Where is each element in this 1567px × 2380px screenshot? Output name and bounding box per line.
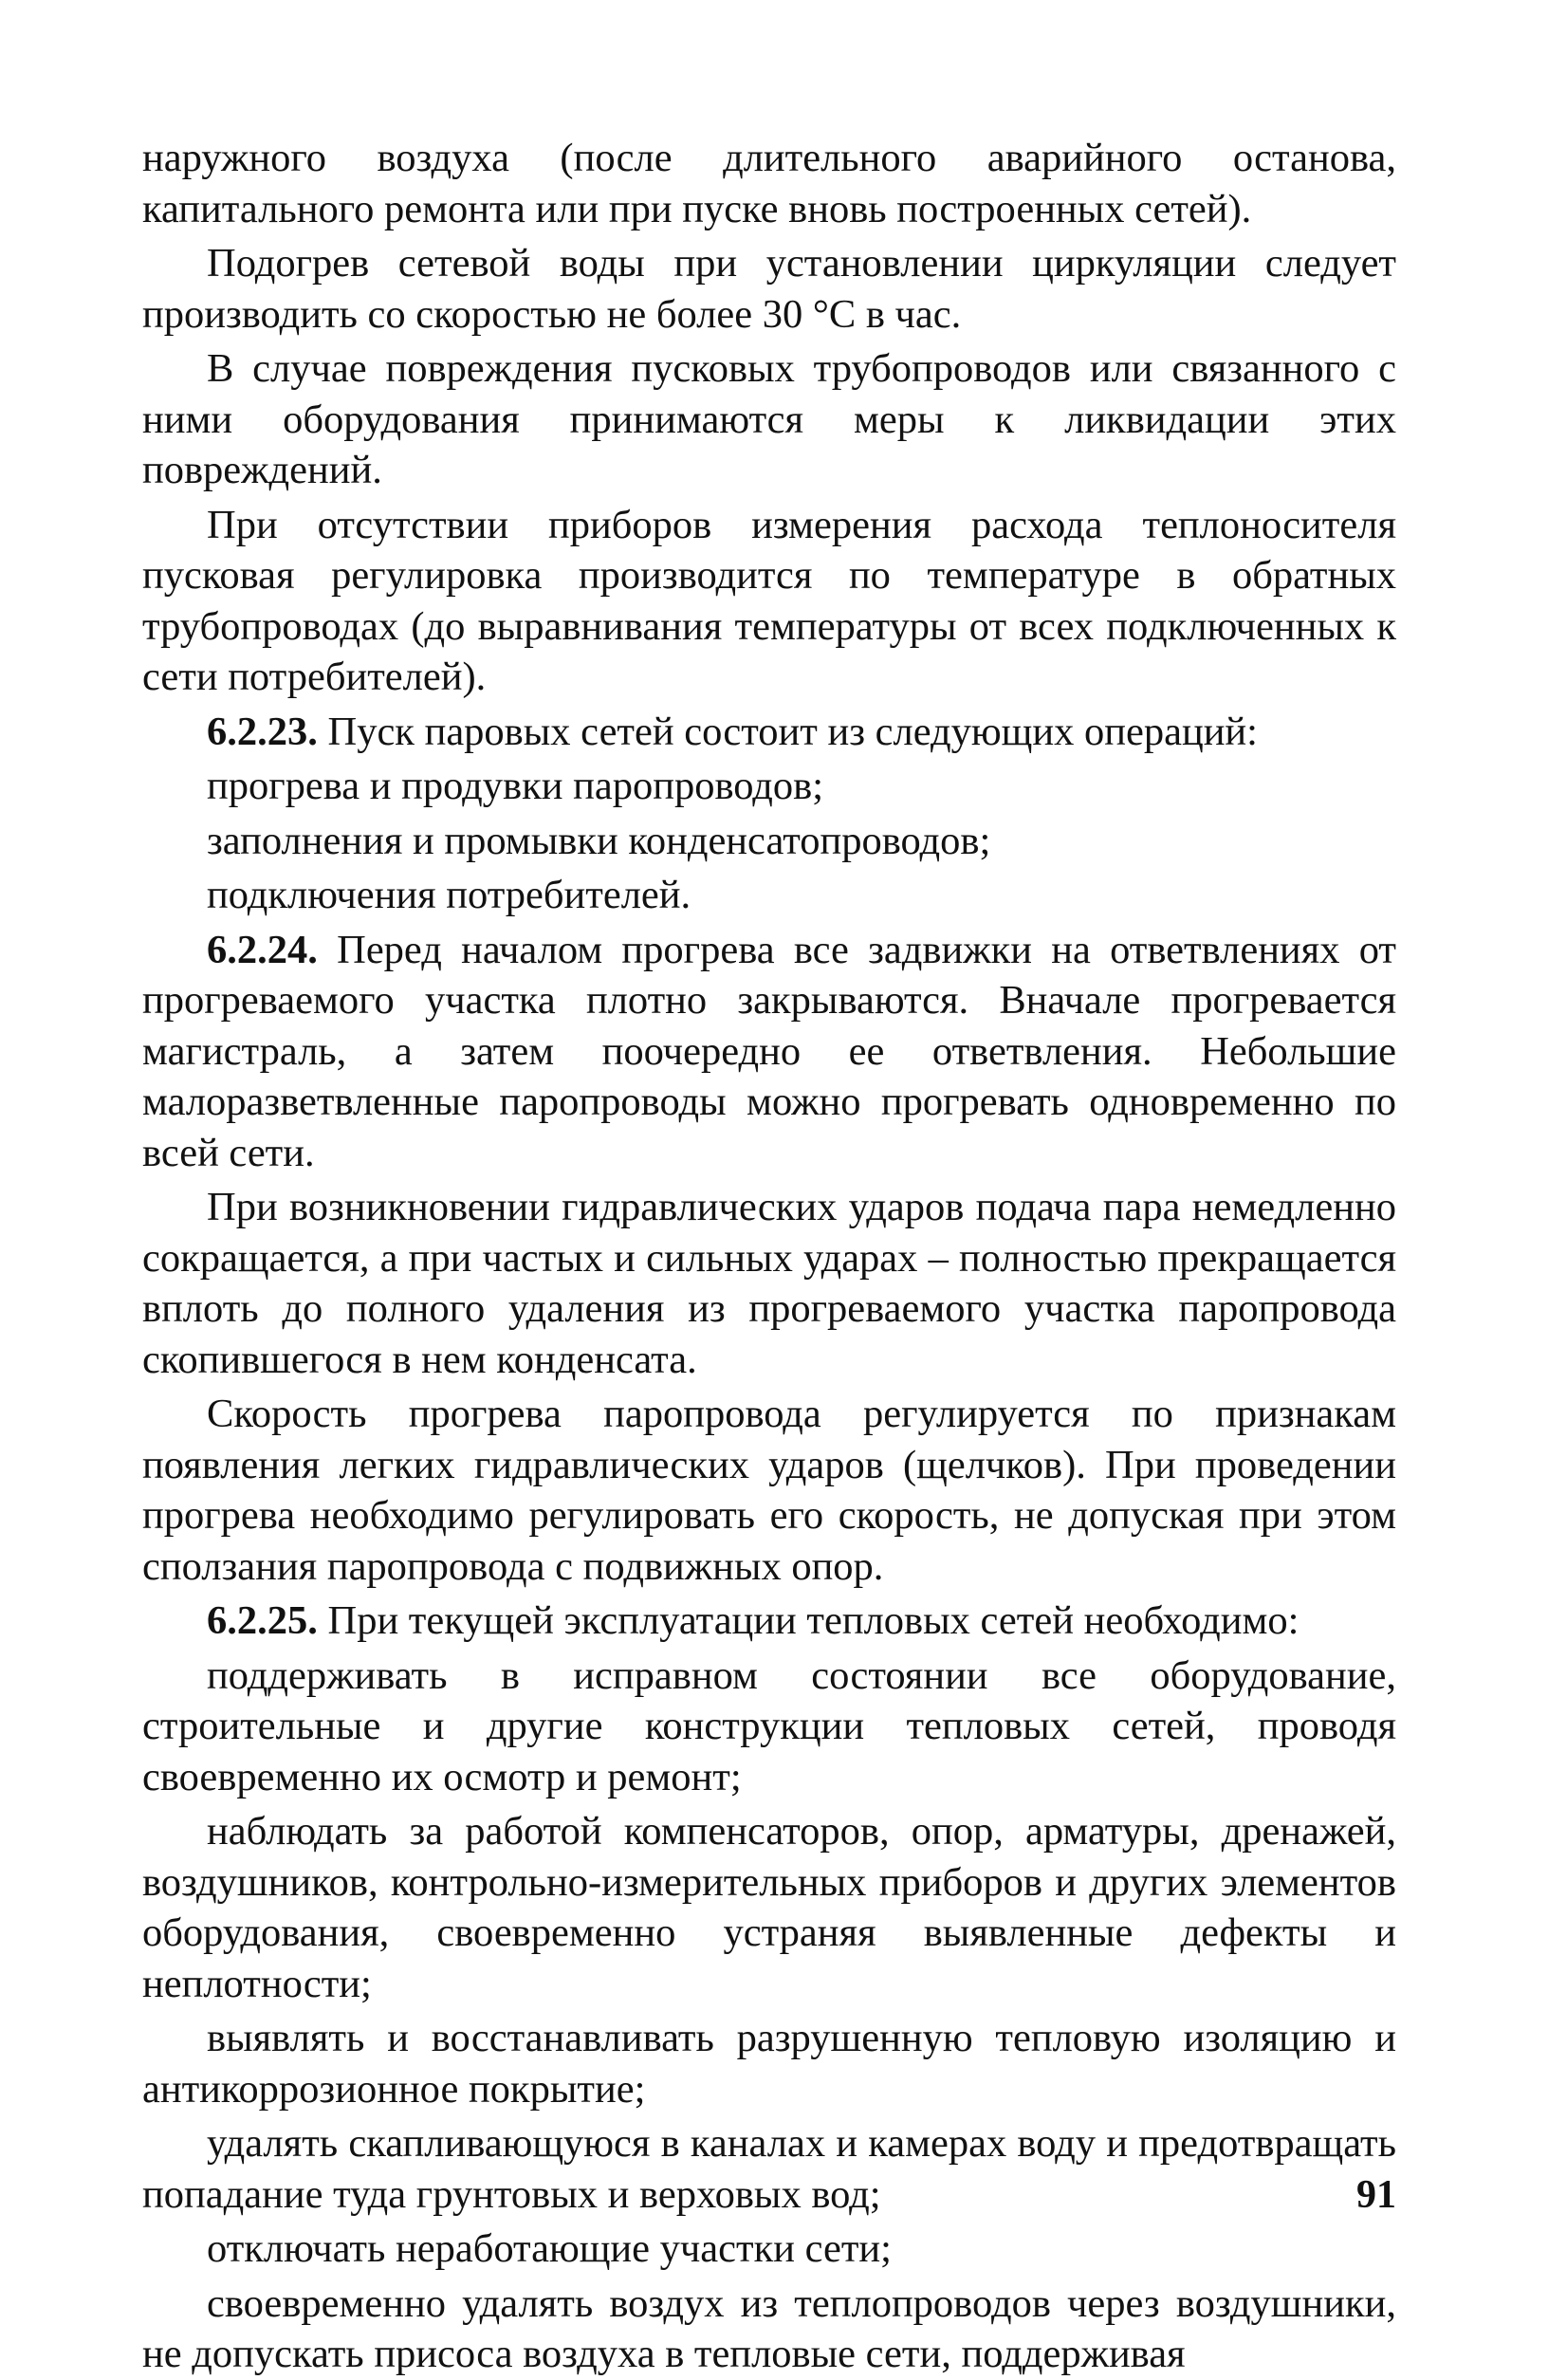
list-item bbox=[142, 1651, 1396, 1803]
list-item bbox=[142, 2118, 1396, 2220]
paragraph-text: При текущей эксплуатации тепловых сетей необходимо: bbox=[317, 1598, 1300, 1643]
paragraph bbox=[142, 343, 1396, 496]
list-item bbox=[142, 2223, 1396, 2275]
paragraph-number: 6.2.23. bbox=[207, 709, 318, 754]
section-paragraph bbox=[142, 925, 1396, 1179]
paragraph-text: отключать неработающие участки сети; bbox=[207, 2226, 892, 2271]
section-paragraph bbox=[142, 1596, 1396, 1647]
paragraph bbox=[142, 238, 1396, 340]
list-item bbox=[142, 816, 1396, 867]
list-item bbox=[142, 761, 1396, 812]
paragraph bbox=[142, 133, 1396, 234]
paragraph bbox=[142, 500, 1396, 703]
list-item bbox=[142, 2279, 1396, 2380]
paragraph-text: наружного воздуха (после длительного аварийного останова, капитального ремонта или при пуске вновь построенных сетей). bbox=[142, 136, 1396, 231]
paragraph-text: Перед началом прогрева все задвижки на ответвлениях от прогреваемого участка плотно закрываются. Вначале прогревается магистраль, а затем поочередно ее ответвления. Небольшие малоразветвленные паропроводы можно прогревать одновременно по всей сети. bbox=[142, 927, 1396, 1175]
paragraph-text: В случае повреждения пусковых трубопроводов или связанного с ними оборудования принимаются меры к ликвидации этих повреждений. bbox=[142, 346, 1396, 492]
paragraph bbox=[142, 1182, 1396, 1385]
section-paragraph bbox=[142, 707, 1396, 758]
paragraph-text: Пуск паровых сетей состоит из следующих операций: bbox=[317, 709, 1258, 754]
paragraph-text: удалять скапливающуюся в каналах и камерах воду и предотвращать попадание туда грунтовых и верховых вод; bbox=[142, 2121, 1396, 2217]
list-item bbox=[142, 1806, 1396, 2009]
paragraph-text: подключения потребителей. bbox=[207, 873, 691, 917]
paragraph-text: своевременно удалять воздух из теплопроводов через воздушники, не допускать присоса воздуха в тепловые сети, поддерживая bbox=[142, 2280, 1396, 2376]
page-body bbox=[142, 133, 1396, 2380]
paragraph-text: выявлять и восстанавливать разрушенную тепловую изоляцию и антикоррозионное покрытие; bbox=[142, 2016, 1396, 2112]
paragraph-text: Подогрев сетевой воды при установлении циркуляции следует производить со скоростью не более 30 °С в час. bbox=[142, 241, 1396, 337]
paragraph bbox=[142, 1389, 1396, 1592]
list-item bbox=[142, 2013, 1396, 2114]
page-number: 91 bbox=[1356, 2173, 1396, 2217]
paragraph-number: 6.2.25. bbox=[207, 1598, 318, 1643]
paragraph-number: 6.2.24. bbox=[207, 927, 318, 972]
paragraph-text: прогрева и продувки паропроводов; bbox=[207, 764, 824, 808]
paragraph-text: Скорость прогрева паропровода регулируется по признакам появления легких гидравлических ударов (щелчков). При проведении прогрева необходимо регулировать его скорость, не допуская при этом сползания паропровода с подвижных опор. bbox=[142, 1392, 1396, 1589]
paragraph-text: При возникновении гидравлических ударов подача пара немедленно сокращается, а при частых и сильных ударах – полностью прекращается вплоть до полного удаления из прогреваемого участка паропровода скопившегося в нем конденсата. bbox=[142, 1185, 1396, 1382]
paragraph-text: При отсутствии приборов измерения расхода теплоносителя пусковая регулировка производится по температуре в обратных трубопроводах (до выравнивания температуры от всех подключенных к сети потребителей). bbox=[142, 502, 1396, 699]
list-item bbox=[142, 870, 1396, 921]
paragraph-text: заполнения и промывки конденсатопроводов; bbox=[207, 818, 991, 863]
paragraph-text: наблюдать за работой компенсаторов, опор, арматуры, дренажей, воздушников, контрольно-измерительных приборов и других элементов оборудования, своевременно устраняя выявленные дефекты и неплотности; bbox=[142, 1809, 1396, 2006]
paragraph-text: поддерживать в исправном состоянии все оборудование, строительные и другие конструкции тепловых сетей, проводя своевременно их осмотр и ремонт; bbox=[142, 1652, 1396, 1799]
